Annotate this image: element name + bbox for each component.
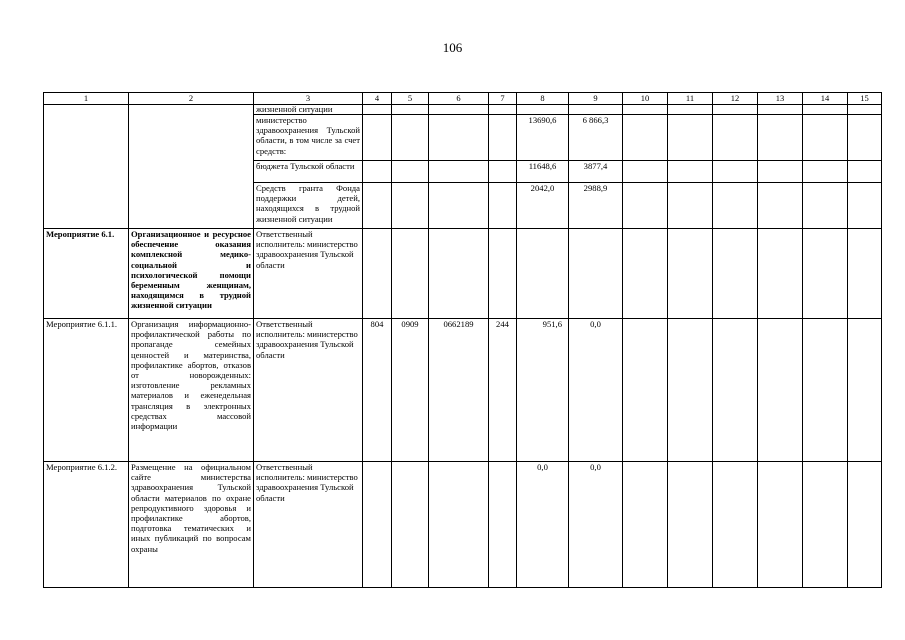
empty-cell bbox=[392, 161, 429, 183]
activity-name-cell: Мероприятие 6.1. bbox=[44, 229, 129, 319]
empty-cell bbox=[803, 115, 848, 161]
amount-cell: 13690,6 bbox=[517, 115, 569, 161]
header-cell: 15 bbox=[848, 93, 882, 105]
empty-cell bbox=[803, 161, 848, 183]
header-cell: 9 bbox=[569, 93, 623, 105]
header-cell: 3 bbox=[254, 93, 363, 105]
empty-cell bbox=[489, 229, 517, 319]
activity-description-cell: Организационное и ресурсное обеспечение оказания комплексной медико- социальной и психологической помощи беременным женщинам, находящимся в трудной жизненной ситуации bbox=[129, 229, 254, 319]
empty-cell bbox=[363, 105, 392, 115]
empty-cell bbox=[489, 115, 517, 161]
empty-cell bbox=[758, 319, 803, 462]
empty-cell bbox=[392, 115, 429, 161]
empty-cell bbox=[392, 183, 429, 229]
empty-cell bbox=[623, 319, 668, 462]
empty-cell bbox=[668, 462, 713, 588]
empty-cell bbox=[848, 105, 882, 115]
empty-cell bbox=[569, 105, 623, 115]
empty-cell bbox=[623, 183, 668, 229]
empty-cell bbox=[713, 115, 758, 161]
activity-description-cell: Размещение на официальном сайте министерства здравоохранения Тульской области материалов по охране репродуктивного здоровья и профилактике абортов, подготовка тематических и иных публикаций по вопросам охраны bbox=[129, 462, 254, 588]
empty-cell bbox=[489, 161, 517, 183]
empty-cell bbox=[623, 115, 668, 161]
empty-cell bbox=[668, 105, 713, 115]
code-cell: 0909 bbox=[392, 319, 429, 462]
empty-cell bbox=[758, 161, 803, 183]
empty-cell bbox=[392, 229, 429, 319]
table-row bbox=[44, 462, 882, 588]
header-cell: 14 bbox=[803, 93, 848, 105]
empty-cell bbox=[758, 229, 803, 319]
empty-cell bbox=[803, 319, 848, 462]
empty-cell bbox=[848, 462, 882, 588]
empty-cell bbox=[668, 229, 713, 319]
header-cell: 2 bbox=[129, 93, 254, 105]
header-cell: 7 bbox=[489, 93, 517, 105]
empty-cell bbox=[363, 462, 392, 588]
activity-description-cell: Организация информационно-профилактической работы по пропаганде семейных ценностей и материнства, профилактике абортов, отказов от новорожденных: изготовление рекламных материалов и еженедельная трансляция в электронных средствах массовой информации bbox=[129, 319, 254, 462]
source-cell: Средств гранта Фонда поддержки детей, находящихся в трудной жизненной ситуации bbox=[254, 183, 363, 229]
empty-cell bbox=[803, 105, 848, 115]
amount-cell: 0,0 bbox=[517, 462, 569, 588]
empty-cell bbox=[668, 183, 713, 229]
source-cell: жизненной ситуации bbox=[254, 105, 363, 115]
empty-cell bbox=[623, 229, 668, 319]
empty-cell bbox=[713, 462, 758, 588]
empty-cell bbox=[848, 229, 882, 319]
empty-cell bbox=[429, 229, 489, 319]
amount-cell: 3877,4 bbox=[569, 161, 623, 183]
empty-cell bbox=[392, 462, 429, 588]
empty-cell bbox=[489, 183, 517, 229]
header-cell: 13 bbox=[758, 93, 803, 105]
header-cell: 1 bbox=[44, 93, 129, 105]
empty-cell bbox=[848, 115, 882, 161]
empty-cell bbox=[429, 183, 489, 229]
empty-cell bbox=[848, 183, 882, 229]
empty-cell bbox=[517, 105, 569, 115]
amount-cell: 6 866,3 bbox=[569, 115, 623, 161]
empty-cell bbox=[758, 462, 803, 588]
code-cell: 804 bbox=[363, 319, 392, 462]
empty-cell bbox=[848, 161, 882, 183]
code-cell: 244 bbox=[489, 319, 517, 462]
empty-cell bbox=[392, 105, 429, 115]
empty-cell bbox=[623, 161, 668, 183]
empty-cell bbox=[429, 105, 489, 115]
empty-cell bbox=[429, 115, 489, 161]
executor-cell: Ответственный исполнитель: министерство здравоохранения Тульской области bbox=[254, 229, 363, 319]
empty-cell bbox=[129, 105, 254, 229]
empty-cell bbox=[668, 319, 713, 462]
code-cell: 0662189 bbox=[429, 319, 489, 462]
header-cell: 11 bbox=[668, 93, 713, 105]
empty-cell bbox=[429, 462, 489, 588]
empty-cell bbox=[517, 229, 569, 319]
executor-cell: Ответственный исполнитель: министерство здравоохранения Тульской области bbox=[254, 319, 363, 462]
source-cell: бюджета Тульской области bbox=[254, 161, 363, 183]
table-row bbox=[44, 319, 882, 462]
empty-cell bbox=[569, 229, 623, 319]
header-cell: 5 bbox=[392, 93, 429, 105]
empty-cell bbox=[363, 115, 392, 161]
empty-cell bbox=[803, 462, 848, 588]
empty-cell bbox=[668, 115, 713, 161]
amount-cell: 2988,9 bbox=[569, 183, 623, 229]
table-row bbox=[44, 229, 882, 319]
empty-cell bbox=[668, 161, 713, 183]
header-cell: 6 bbox=[429, 93, 489, 105]
empty-cell bbox=[713, 319, 758, 462]
empty-cell bbox=[713, 229, 758, 319]
header-cell: 12 bbox=[713, 93, 758, 105]
activity-name-cell: Мероприятие 6.1.1. bbox=[44, 319, 129, 462]
empty-cell bbox=[713, 161, 758, 183]
amount-cell: 951,6 bbox=[517, 319, 569, 462]
empty-cell bbox=[429, 161, 489, 183]
table-row bbox=[44, 105, 882, 115]
empty-cell bbox=[758, 115, 803, 161]
amount-cell: 0,0 bbox=[569, 319, 623, 462]
page-number: 106 bbox=[442, 40, 463, 55]
amount-cell: 11648,6 bbox=[517, 161, 569, 183]
amount-cell: 0,0 bbox=[569, 462, 623, 588]
empty-cell bbox=[713, 183, 758, 229]
empty-cell bbox=[363, 161, 392, 183]
empty-cell bbox=[623, 105, 668, 115]
header-cell: 10 bbox=[623, 93, 668, 105]
empty-cell bbox=[803, 229, 848, 319]
empty-cell bbox=[713, 105, 758, 115]
empty-cell bbox=[758, 105, 803, 115]
empty-cell bbox=[489, 105, 517, 115]
activity-name-cell: Мероприятие 6.1.2. bbox=[44, 462, 129, 588]
amount-cell: 2042,0 bbox=[517, 183, 569, 229]
empty-cell bbox=[363, 229, 392, 319]
header-cell: 8 bbox=[517, 93, 569, 105]
header-cell: 4 bbox=[363, 93, 392, 105]
empty-cell bbox=[758, 183, 803, 229]
empty-cell bbox=[489, 462, 517, 588]
source-cell: министерство здравоохранения Тульской области, в том числе за счет средств: bbox=[254, 115, 363, 161]
empty-cell bbox=[363, 183, 392, 229]
header-row bbox=[44, 93, 882, 105]
empty-cell bbox=[44, 105, 129, 229]
executor-cell: Ответственный исполнитель: министерство здравоохранения Тульской области bbox=[254, 462, 363, 588]
budget-table bbox=[43, 92, 882, 588]
empty-cell bbox=[803, 183, 848, 229]
empty-cell bbox=[848, 319, 882, 462]
empty-cell bbox=[623, 462, 668, 588]
